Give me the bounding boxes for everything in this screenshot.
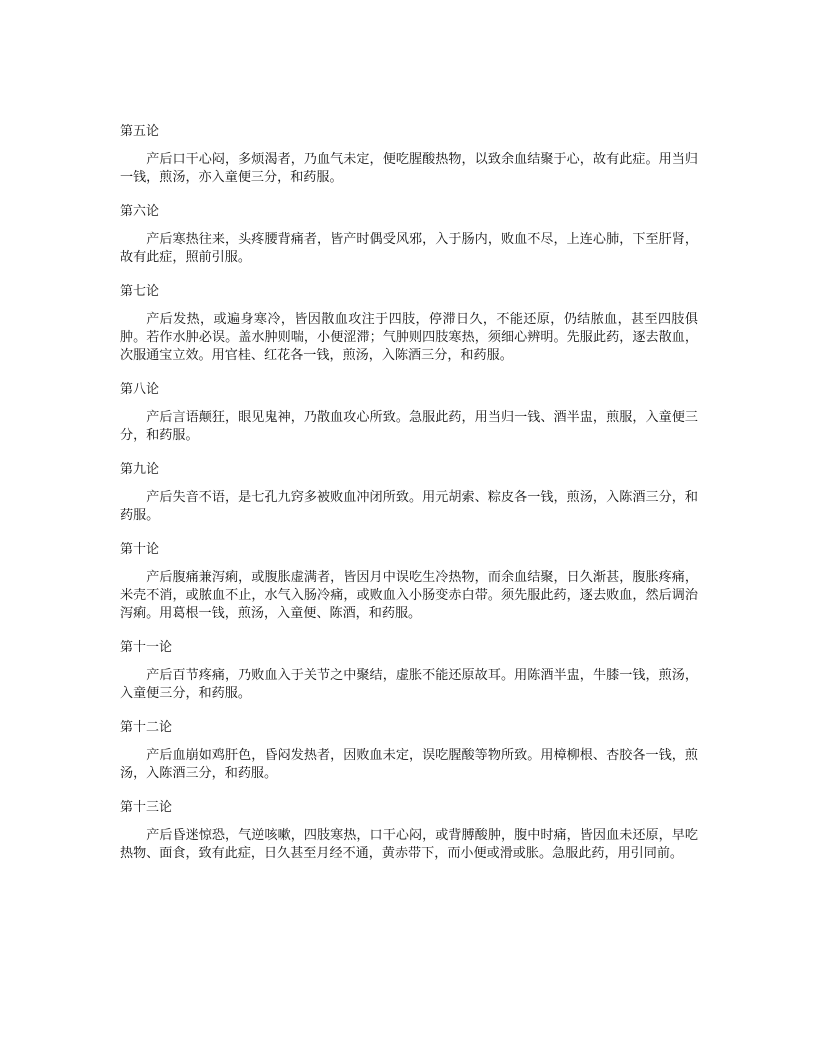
section-8 [120,381,698,445]
section-paragraph: 产后百节疼痛，乃败血入于关节之中聚结，虚胀不能还原故耳。用陈酒半盅，牛膝一钱，煎汤，入童便三分，和药服。 [120,668,698,701]
section-9 [120,461,698,525]
section-paragraph: 产后腹痛兼泻痢，或腹胀虚满者，皆因月中误吃生冷热物，而余血结聚，日久渐甚，腹胀疼痛，米壳不消，或脓血不止，水气入肠冷痛，或败血入小肠变赤白带。须先服此药，逐去败血，然后调治泻痢。用葛根一钱，煎汤，入童便、陈酒，和药服。 [120,570,698,621]
section-paragraph: 产后言语颠狂，眼见鬼神，乃散血攻心所致。急服此药，用当归一钱、酒半盅，煎服，入童便三分，和药服。 [120,410,698,443]
section-heading: 第十三论 [120,800,173,815]
section-7 [120,283,698,365]
section-heading: 第九论 [120,462,160,477]
section-heading: 第十二论 [120,720,173,735]
document-page [120,123,698,879]
section-paragraph: 产后血崩如鸡肝色，昏闷发热者，因败血未定，误吃腥酸等物所致。用樟柳根、杏胶各一钱，煎汤，入陈酒三分，和药服。 [120,748,698,781]
section-5 [120,123,698,187]
section-heading: 第十论 [120,542,160,557]
section-paragraph: 产后口干心闷，多烦渴者，乃血气未定，便吃腥酸热物，以致余血结聚于心，故有此症。用当归一钱，煎汤，亦入童便三分，和药服。 [120,152,698,185]
section-heading: 第十一论 [120,640,173,655]
section-13 [120,799,698,863]
section-paragraph: 产后寒热往来，头疼腰背痛者，皆产时偶受风邪，入于肠内，败血不尽，上连心肺，下至肝肾，故有此症，照前引服。 [120,232,698,265]
section-heading: 第六论 [120,204,160,219]
section-11 [120,639,698,703]
section-paragraph: 产后失音不语，是七孔九窍多被败血冲闭所致。用元胡索、粽皮各一钱，煎汤，入陈酒三分，和药服。 [120,490,698,523]
section-12 [120,719,698,783]
section-paragraph: 产后发热，或遍身寒冷，皆因散血攻注于四肢，停滞日久，不能还原，仍结脓血，甚至四肢俱肿。若作水肿必误。盖水肿则喘，小便涩滞；气肿则四肢寒热，须细心辨明。先服此药，逐去散血，次服通宝立效。用官桂、红花各一钱，煎汤，入陈酒三分，和药服。 [120,312,698,363]
section-heading: 第七论 [120,284,160,299]
section-paragraph: 产后昏迷惊恐，气逆咳嗽，四肢寒热，口干心闷，或背膊酸肿，腹中时痛，皆因血未还原，早吃热物、面食，致有此症，日久甚至月经不通，黄赤带下，而小便或滑或胀。急服此药，用引同前。 [120,828,698,861]
section-6 [120,203,698,267]
section-heading: 第五论 [120,124,160,139]
section-10 [120,541,698,623]
section-heading: 第八论 [120,382,160,397]
